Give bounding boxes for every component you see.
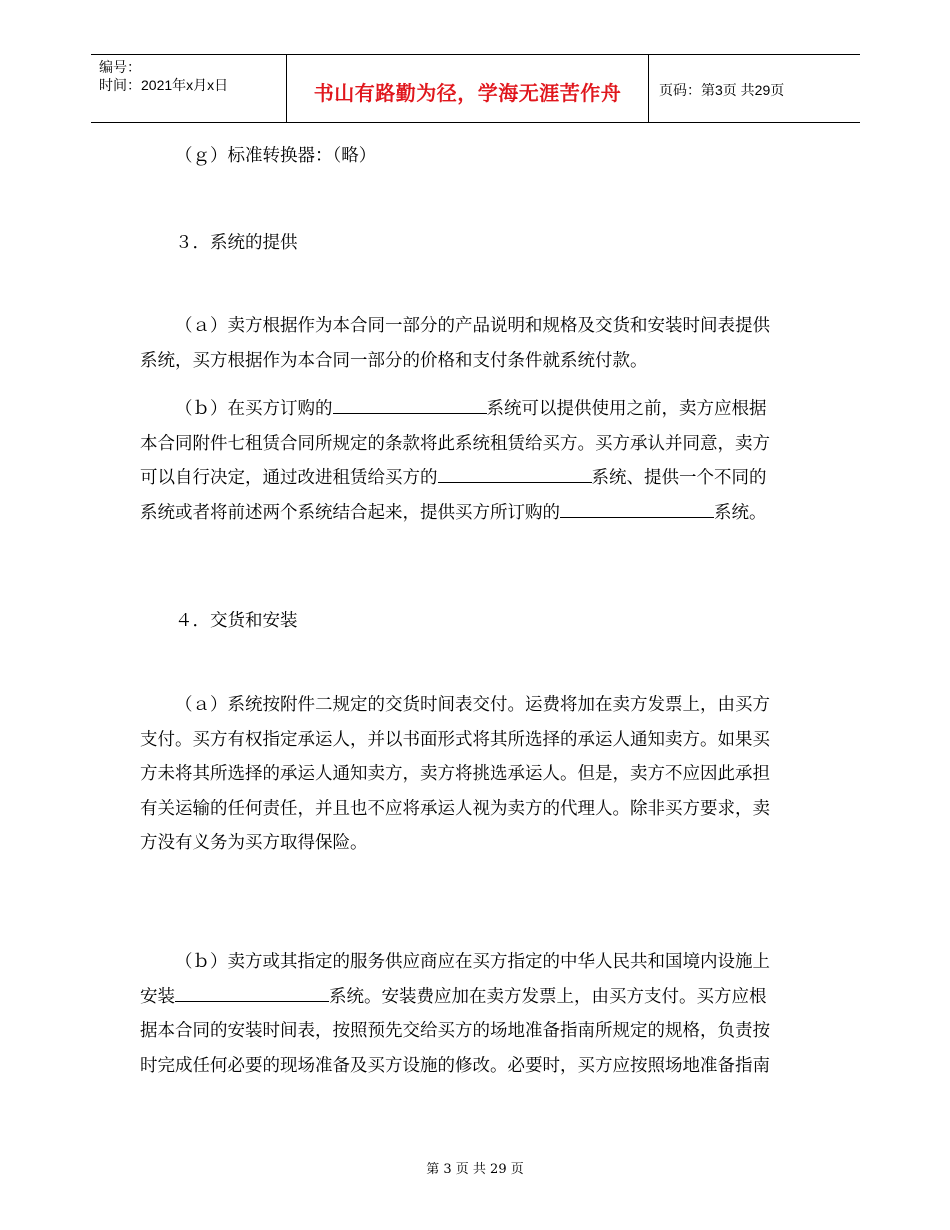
fill-in-blank[interactable] [333,396,487,414]
text-line: 支付。买方有权指定承运人，并以书面形式将其所选择的承运人通知卖方。如果买 [140,729,770,750]
text-line: 时完成任何必要的现场准备及买方设施的修改。必要时，买方应按照场地准备指南 [140,1055,770,1076]
paragraph-4a [140,688,815,861]
header-page-info: 页码：第3页 共29页 [659,82,785,98]
text-line: （ｂ）卖方或其指定的服务供应商应在买方指定的中华人民共和国境内设施上 [175,952,770,972]
text-segment: 系统、提供一个不同的 [591,468,767,489]
text-line [140,980,815,1015]
header-motto: 书山有路勤为径，学海无涯苦作舟 [313,81,622,105]
text-line: （ｇ）标准转换器：（略） [175,146,377,166]
text-line: （ａ）系统按附件二规定的交货时间表交付。运费将加在卖方发票上，由买方 [175,695,770,715]
text-segment: 系统或者将前述两个系统结合起来，提供买方所订购的 [140,502,560,523]
text-segment: 系统可以提供使用之前，卖方应根据 [486,399,767,419]
fill-in-blank[interactable] [175,984,329,1002]
document-header [91,54,860,123]
header-divider [648,55,649,122]
section-4-title [140,604,815,639]
text-line: 系统，买方根据作为本合同一部分的价格和支付条件就系统付款。 [140,350,648,371]
text-line [140,496,815,531]
text-line: 方未将其所选择的承运人通知卖方，卖方将挑选承运人。但是，卖方不应因此承担 [140,764,770,785]
text-line [140,461,815,496]
fill-in-blank[interactable] [560,500,714,518]
text-line [140,392,815,427]
section-heading: ４．交货和安装 [175,611,298,631]
page-footer: 第 3 页 共 29 页 [426,1162,524,1177]
number-label: 编号： [99,59,141,75]
text-line: 有关运输的任何责任，并且也不应将承运人视为卖方的代理人。除非买方要求，卖 [140,798,770,819]
header-left [99,58,228,94]
text-line: 据本合同的安装时间表，按照预先交给买方的场地准备指南所规定的规格，负责按 [140,1021,770,1042]
text-line: （ａ）卖方根据作为本合同一部分的产品说明和规格及交货和安装时间表提供 [175,316,770,336]
text-segment: 安装 [140,986,175,1007]
section-3-title [140,226,815,261]
paragraph-3b [140,392,815,530]
text-segment: 系统。安装费应加在卖方发票上，由买方支付。买方应根 [329,986,767,1007]
time-label: 时间：2021年x月x日 [99,77,229,93]
paragraph-3a [140,309,815,378]
paragraph-g [140,139,815,174]
paragraph-4b [140,945,815,1083]
text-segment: （ｂ）在买方订购的 [175,399,333,419]
text-segment: 系统。 [714,502,767,523]
section-heading: ３．系统的提供 [175,233,298,253]
text-line: 本合同附件七租赁合同所规定的条款将此系统租赁给买方。买方承认并同意，卖方 [140,433,770,454]
text-segment: 可以自行决定，通过改进租赁给买方的 [140,468,438,489]
text-line: 方没有义务为买方取得保险。 [140,833,368,854]
fill-in-blank[interactable] [438,465,592,483]
